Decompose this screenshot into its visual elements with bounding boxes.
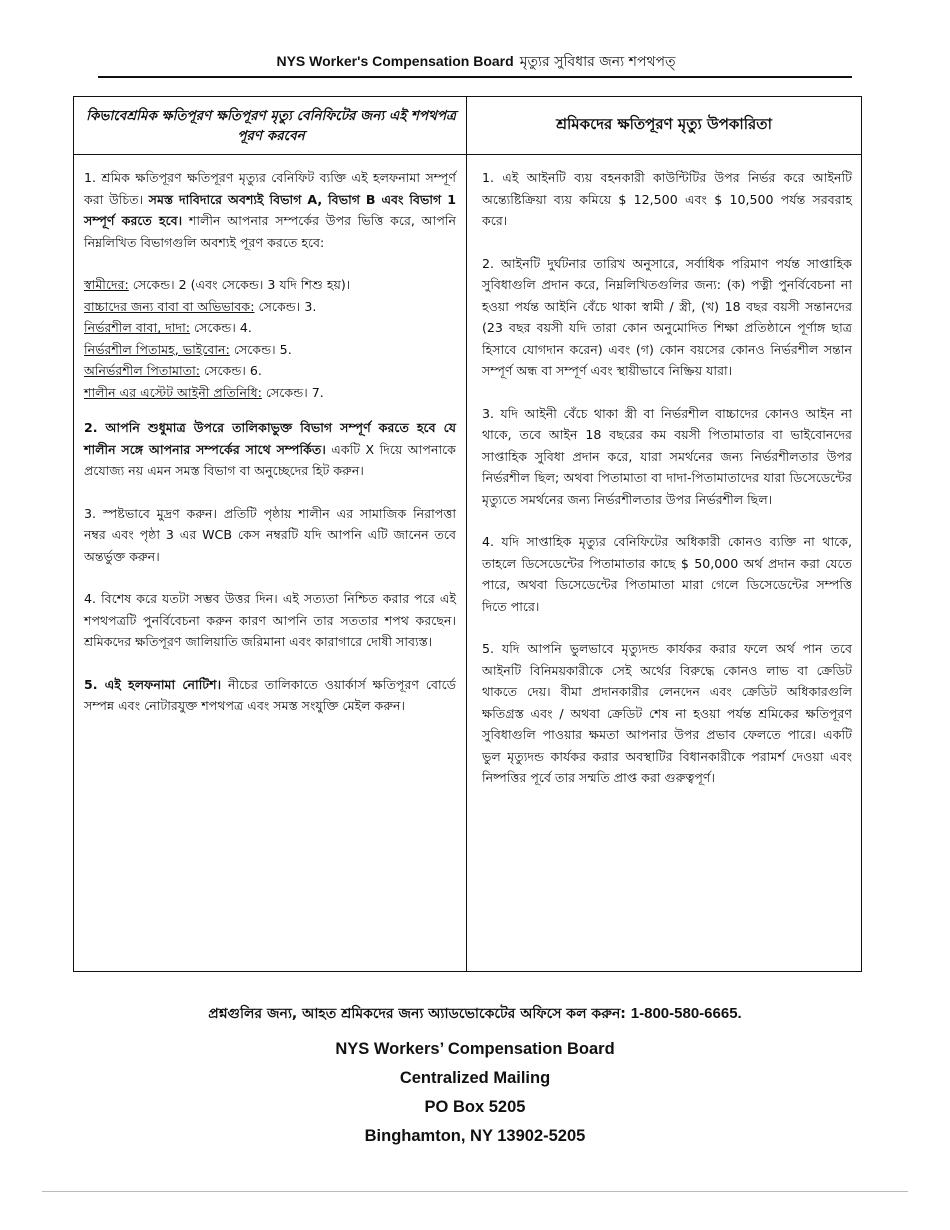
p1-text: 1. শ্রমিক ক্ষতিপূরণ ক্ষতিপূরণ মৃত্যুর বেনিফিট ব্যক্তি এই হলফনামা সম্পূর্ণ করা উচিত। bbox=[84, 170, 456, 207]
address-line-1: NYS Workers’ Compensation Board bbox=[335, 1040, 615, 1058]
right-column-heading: শ্রমিকদের ক্ষতিপূরণ মৃত্যু উপকারিতা bbox=[556, 115, 772, 133]
p2-bold-text: 2. আপনি শুধুমাত্র উপরে তালিকাভুক্ত বিভাগ সম্পূর্ণ করতে হবে যে শালীন সঙ্গে আপনার সম্পর্কের সাথে সম্পর্কিত। bbox=[84, 420, 456, 457]
address-line-2: Centralized Mailing bbox=[399, 1069, 551, 1087]
p1-tail-text: শালীন আপনার সম্পর্কের উপর ভিত্তি করে, আপনি নিম্নলিখিত বিভাগগুলি অবশ্যই পূরণ করতে হবে: bbox=[84, 213, 456, 250]
relation-item bbox=[84, 317, 456, 339]
relation-item bbox=[84, 274, 456, 296]
right-paragraph-1: 1. এই আইনটি ব্যয় বহনকারী কাউন্টিটির উপর নির্ভর করে আইনটি অন্ত্যেষ্টিক্রিয়া ব্যয় কমিয়ে $ 12,500 এবং $ 10,500 পর্যন্ত সরবরাহ করে। bbox=[482, 170, 852, 228]
heading-divider bbox=[74, 154, 861, 155]
left-paragraph-4: 4. বিশেষ করে যতটা সম্ভব উত্তর দিন। এই সত্যতা নিশ্চিত করার পরে এই শপথপত্রটি পুনর্বিবেচনা করুন কারণ আপনি তার সততার শপথ করছেন। শ্রমিকদের ক্ষতিপূরণ জালিয়াতি জরিমানা এবং কারাগারে দোষী সাব্যস্ত। bbox=[84, 591, 456, 649]
left-paragraph-5 bbox=[84, 674, 456, 717]
relation-item bbox=[84, 339, 456, 361]
left-paragraph-1 bbox=[84, 167, 456, 253]
call-line bbox=[60, 1002, 890, 1026]
header-org: NYS Worker's Compensation Board bbox=[276, 53, 514, 69]
left-paragraph-2 bbox=[84, 417, 456, 482]
relation-list bbox=[84, 274, 456, 403]
relation-item bbox=[84, 360, 456, 382]
relation-label: অনির্ভরশীল পিতামাতা: bbox=[84, 363, 201, 378]
phone-number[interactable]: 1-800-580-6665. bbox=[630, 1005, 742, 1022]
p2-text: একটি X দিয়ে আপনাকে প্রযোজ্য নয় এমন সমস্ত বিভাগ বা অনুচ্ছেদের হিট করুন। bbox=[84, 441, 456, 478]
relation-label: নির্ভরশীল পিতামহ, ভাইবোন: bbox=[84, 341, 230, 357]
left-column-heading: কিভাবেশ্রমিক ক্ষতিপূরণ ক্ষতিপূরণ মৃত্যু বেনিফিটের জন্য এই শপথপত্র পূরণ করবেন bbox=[86, 107, 456, 144]
right-paragraph-3: 3. যদি আইনী বেঁচে থাকা স্ত্রী বা নির্ভরশীল বাচ্চাদের কোনও আইন না থাকে, তবে আইন 18 বছরের কম বয়সী পিতামাতার বা ভাইবোনদের সাপ্তাহিক সুবিধা প্রদান করে, যারা সমর্থনের জন্য নির্ভরশীলতার উপর নির্ভরশীল ছিল; অথবা পিতামাতা বা দাদা-পিতামাতাদের যারা ডিসেডেন্টের মৃত্যুতে সমর্থনের জন্য নির্ভরশীলতার উপর নির্ভরশীল ছিল। bbox=[482, 405, 852, 507]
left-paragraph-3: 3. স্পষ্টভাবে মুদ্রণ করুন। প্রতিটি পৃষ্ঠায় শালীন এর সামাজিক নিরাপত্তা নম্বর এবং পৃষ্ঠা 3 এর WCB কেস নম্বরটি যদি আপনি এটি জানেন তবে অন্তর্ভুক্ত করুন। bbox=[84, 505, 456, 564]
p5-bold-text: 5. এই হলফনামা নোটিশ। bbox=[84, 676, 222, 692]
address-line-3: PO Box 5205 bbox=[424, 1098, 526, 1116]
page-header bbox=[100, 50, 852, 76]
right-column bbox=[482, 167, 852, 789]
column-divider bbox=[466, 97, 467, 971]
p5-text: নীচের তালিকাতে ওয়ার্কার্স ক্ষতিপূরণ বোর্ডে সম্পন্ন এবং নোটারযুক্ত শপথপত্র এবং সমস্ত সংযুক্তি মেইল করুন। bbox=[84, 676, 456, 713]
relation-section: সেকেন্ড। 7. bbox=[261, 384, 324, 400]
relation-item bbox=[84, 382, 456, 404]
header-divider bbox=[98, 76, 852, 78]
p1-bold-text: সমস্ত দাবিদারে অবশ্যই বিভাগ A, বিভাগ B এবং বিভাগ 1 সম্পূর্ণ করতে হবে। bbox=[84, 191, 456, 228]
address-line-4: Binghamton, NY 13902-5205 bbox=[364, 1127, 586, 1145]
left-column bbox=[84, 167, 456, 738]
relation-section: সেকেন্ড। 2 (এবং সেকেন্ড। 3 যদি শিশু হয়)। bbox=[128, 277, 351, 292]
relation-label: বাচ্চাদের জন্য বাবা বা অভিভাবক: bbox=[84, 298, 255, 314]
relation-section: সেকেন্ড। 5. bbox=[229, 341, 292, 357]
footer-divider bbox=[42, 1191, 908, 1192]
right-paragraph-5: 5. যদি আপনি ভুলভাবে মৃত্যুদন্ড কার্যকর করার ফলে অর্থ পান তবে আইনটি বিনিময়কারীকে সেই অর্থের বিরুদ্ধে কোনও লাভ বা ক্রেডিট থাকতে দেয়। বীমা প্রদানকারীর লেনদেন এবং ক্রেডিট অধিকারগুলি ক্ষতিগ্রস্ত এবং / অথবা ক্রেডিট শেষ না হওয়া পর্যন্ত শ্রমিকের ক্ষতিপূরণ সুবিধাগুলি পাওয়ার ক্ষমতা আপনার উপর প্রভাব ফেলতে পারে। একটি ভুল মৃত্যুদন্ড কার্যকর করার অবস্থাটির বিধানকারীকে পরামর্শ দেওয়া এবং নিষ্পত্তির পূর্বে তার সম্মতি প্রাপ্ত করা গুরুত্বপূর্ণ। bbox=[482, 641, 852, 785]
relation-label: স্বামীদের: bbox=[84, 277, 129, 292]
instructions-table bbox=[73, 96, 862, 972]
relation-section: সেকেন্ড। 3. bbox=[254, 298, 317, 314]
call-text: প্রশ্নগুলির জন্য, আহত শ্রমিকদের জন্য অ্যাডভোকেটের অফিসে কল করুন: bbox=[208, 1006, 626, 1022]
relation-section: সেকেন্ড। 4. bbox=[189, 320, 252, 335]
relation-item bbox=[84, 296, 456, 318]
relation-label: শালীন এর এস্টেট আইনী প্রতিনিধি: bbox=[84, 384, 262, 400]
relation-label: নির্ভরশীল বাবা, দাদা: bbox=[84, 320, 190, 335]
right-paragraph-4: 4. যদি সাপ্তাহিক মৃত্যুর বেনিফিটের অধিকারী কোনও ব্যক্তি না থাকে, তাহলে ডিসেডেন্টের পিতামাতার কাছে $ 50,000 অর্থ প্রদান করা যেতে পারে, অথবা ডিসেডেন্টের পিতামাতা মারা গেলে ডিসেডেন্টের সম্পত্তি দিতে পারে। bbox=[482, 534, 852, 614]
header-title: মৃত্যুর সুবিধার জন্য শপথপত্ bbox=[519, 54, 676, 70]
right-paragraph-2: 2. আইনটি দুর্ঘটনার তারিখ অনুসারে, সর্বাধিক পরিমাণ পর্যন্ত সাপ্তাহিক সুবিধাগুলি প্রদান করে, নিম্নলিখিতগুলির জন্য: (ক) পত্নী পুনর্বিবেচনা না হওয়া পর্যন্ত আইনি বেঁচে থাকা স্বামী / স্ত্রী, (খ) 18 বছর বয়সী সন্তানদের (23 বছর বয়সী যদি তারা কোন অনুমোদিত শিক্ষা প্রতিষ্ঠানে পূর্ণাঙ্গ ছাত্র হিসাবে যোগদান করেন) এবং (গ) কোন বয়সের কোনও নির্ভরশীল সন্তান সম্পূর্ণ অন্ধ বা সম্পূর্ণ এবং স্থায়ীভাবে নিষ্ক্রিয় যারা। bbox=[482, 255, 852, 378]
relation-section: সেকেন্ড। 6. bbox=[200, 363, 262, 378]
